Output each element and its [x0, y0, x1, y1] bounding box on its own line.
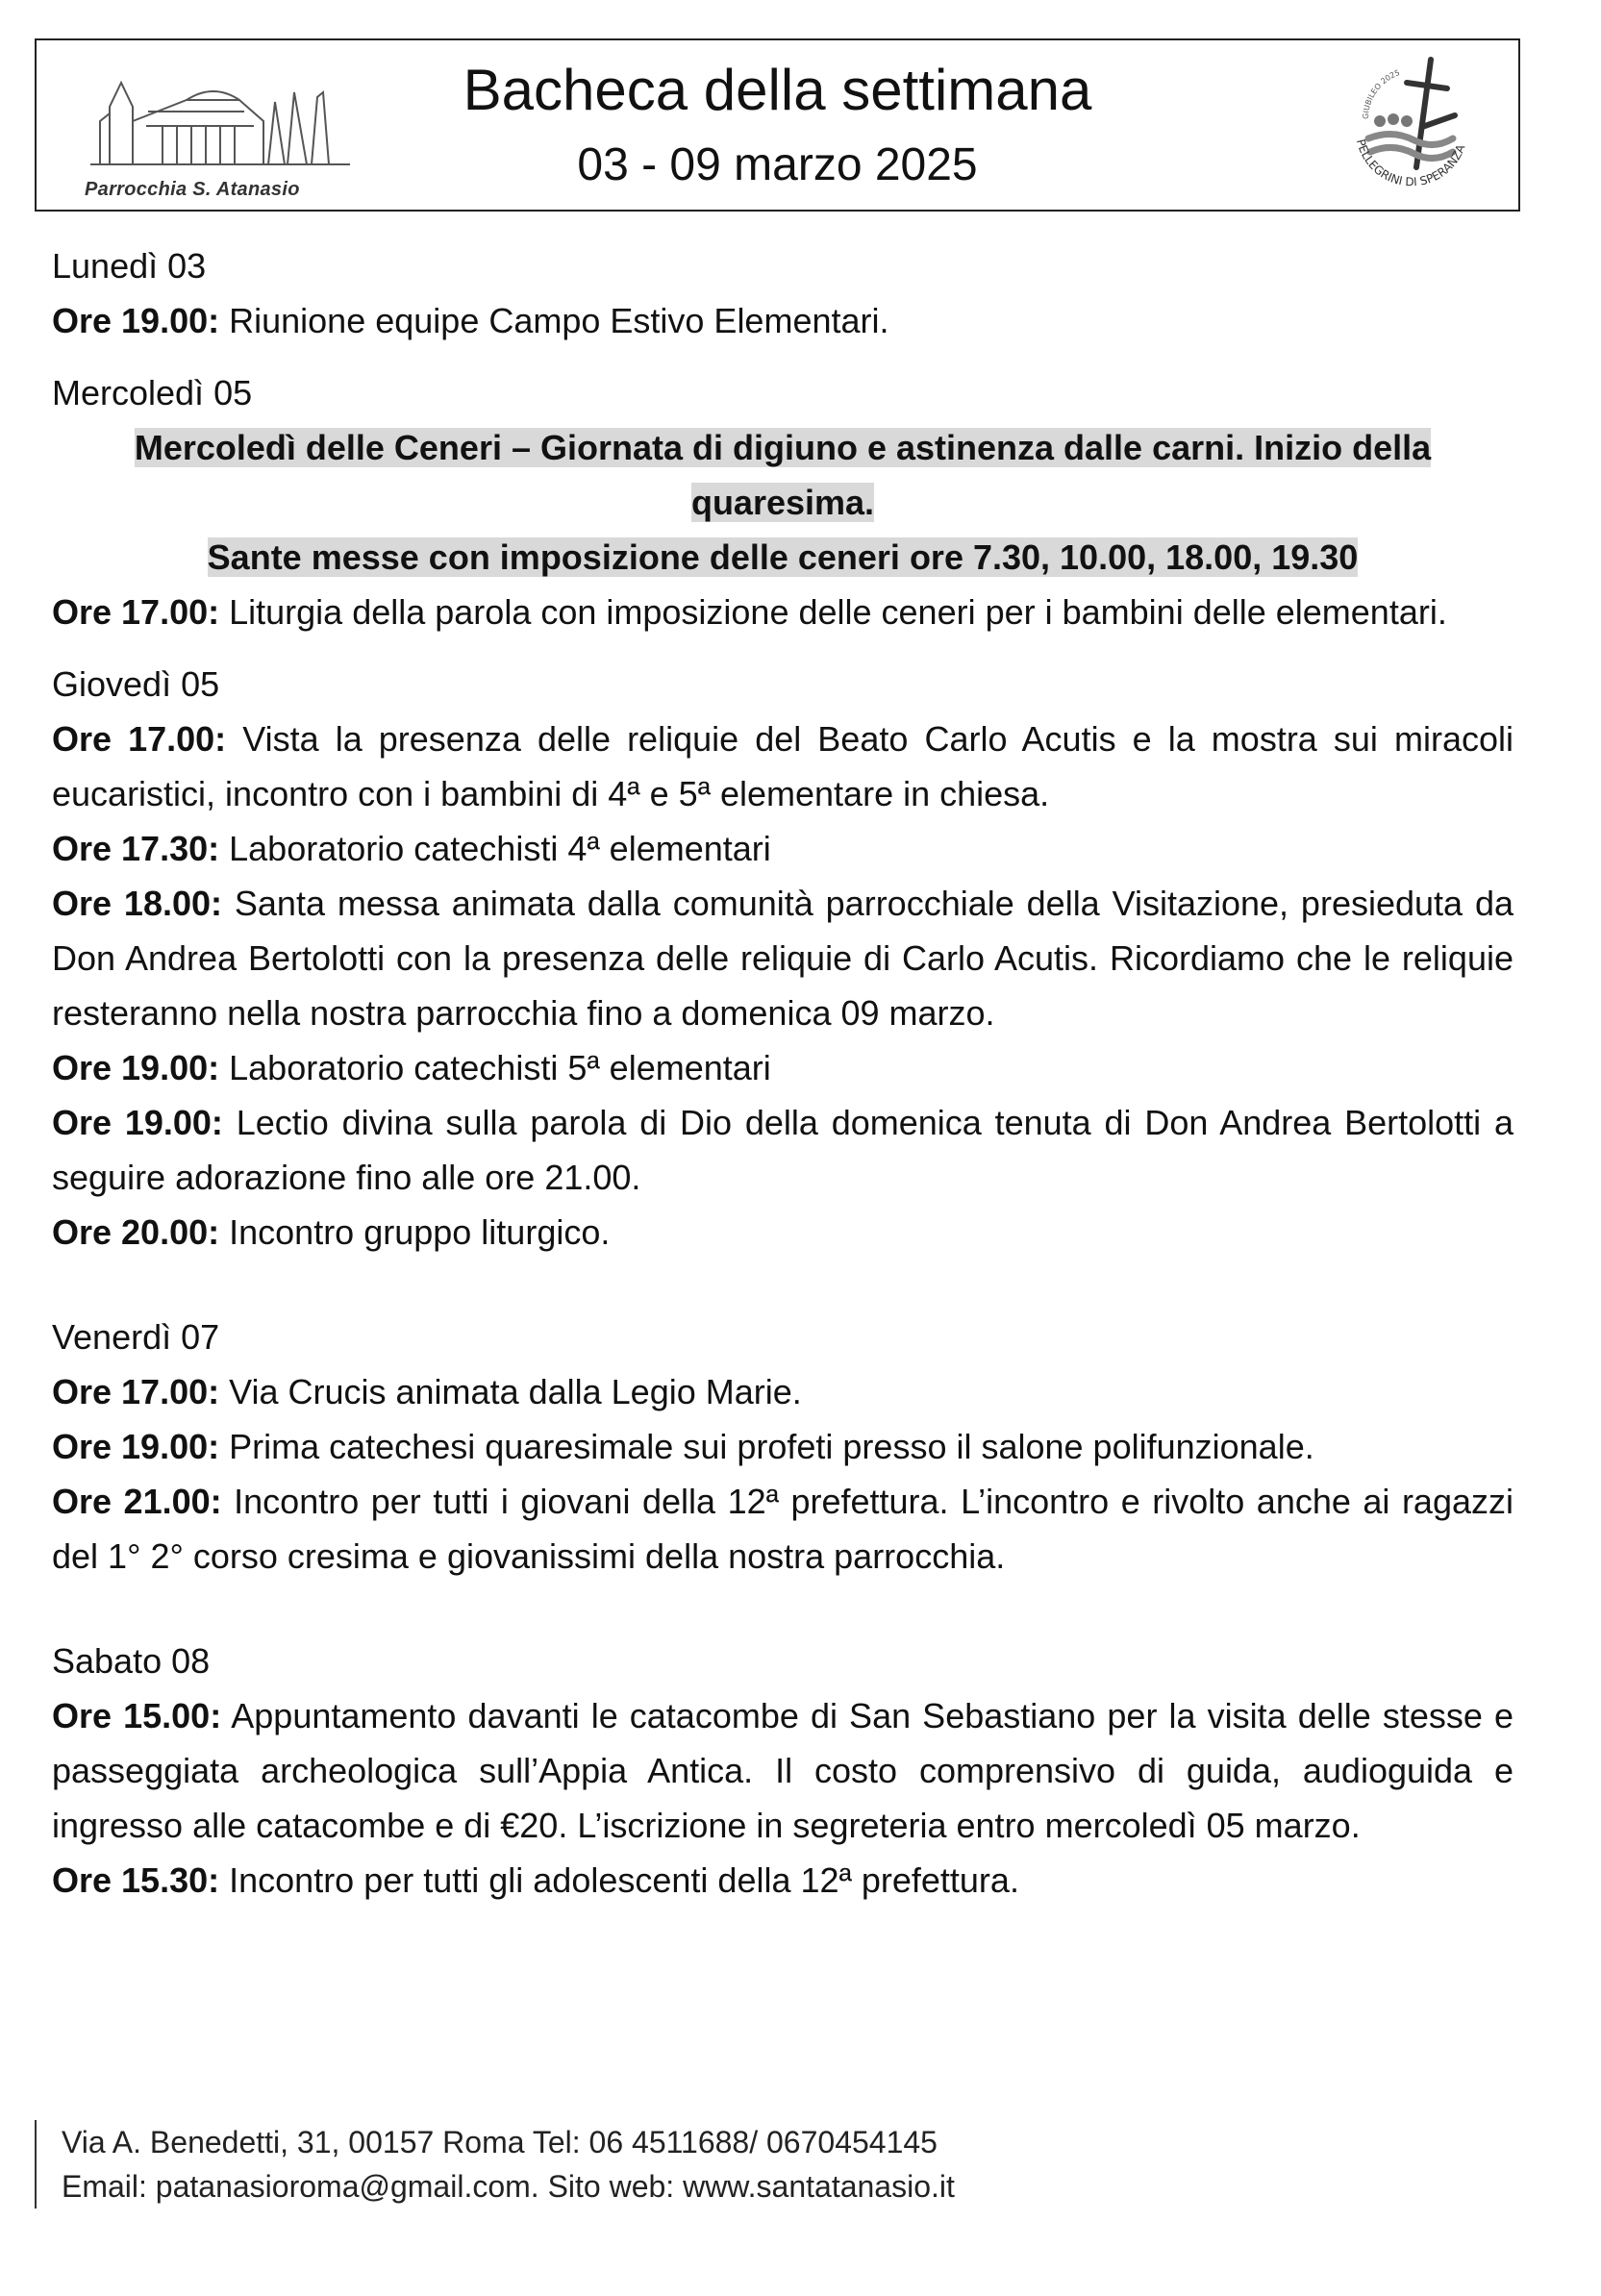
entry-text: Lectio divina sulla parola di Dio della domenica tenuta di Don Andrea Bertolotti a seguire adorazione fino alle ore 21.00. — [52, 1103, 1513, 1197]
schedule-entry — [52, 711, 1513, 821]
schedule-entry — [52, 1688, 1513, 1853]
entry-time: Ore 17.30: — [52, 829, 220, 868]
entry-text: Santa messa animata dalla comunità parrocchiale della Visitazione, presieduta da Don Andrea Bertolotti con la presenza delle reliquie di Carlo Acutis. Ricordiamo che le reliquie resteranno nella nostra parrocchia fino a domenica 09 marzo. — [52, 884, 1513, 1033]
entry-time: Ore 21.00: — [52, 1482, 222, 1521]
highlight-line: Sante messe con imposizione delle ceneri ore 7.30, 10.00, 18.00, 19.30 — [207, 537, 1359, 577]
schedule-entry — [52, 821, 1513, 876]
page-subtitle: 03 - 09 marzo 2025 — [577, 139, 978, 190]
entry-text: Incontro gruppo liturgico. — [219, 1212, 611, 1252]
ash-wednesday-notice — [52, 420, 1513, 585]
entry-time: Ore 18.00: — [52, 884, 222, 923]
jubilee-logo-text: PELLEGRINI DI SPERANZA — [1353, 137, 1468, 189]
schedule-entry — [52, 293, 1513, 348]
day-wednesday — [52, 365, 1513, 639]
entry-time: Ore 17.00: — [52, 719, 227, 759]
entry-time: Ore 15.30: — [52, 1860, 220, 1900]
schedule-entry — [52, 1853, 1513, 1908]
schedule-entry — [52, 1474, 1513, 1584]
entry-text: Appuntamento davanti le catacombe di San Sebastiano per la visita delle stesse e passeggiata archeologica sull’Appia Antica. Il costo comprensivo di guida, audioguida e ingresso alle catacombe e di €20. L’iscrizione in segreteria entro mercoledì 05 marzo. — [52, 1696, 1513, 1845]
entry-time: Ore 20.00: — [52, 1212, 220, 1252]
jubilee-logo — [1339, 52, 1484, 202]
entry-text: Liturgia della parola con imposizione delle ceneri per i bambini delle elementari. — [219, 592, 1447, 632]
schedule-entry — [52, 1419, 1513, 1474]
highlight-line: Mercoledì delle Ceneri – Giornata di digiuno e astinenza dalle carni. Inizio della quaresima. — [134, 428, 1432, 522]
day-title: Sabato 08 — [52, 1641, 211, 1681]
entry-time: Ore 19.00: — [52, 1048, 220, 1087]
entry-text: Prima catechesi quaresimale sui profeti presso il salone polifunzionale. — [219, 1427, 1314, 1466]
entry-text: Vista la presenza delle reliquie del Beato Carlo Acutis e la mostra sui miracoli eucaristici, incontro con i bambini di 4ª e 5ª elementare in chiesa. — [52, 719, 1513, 813]
day-friday — [52, 1310, 1513, 1584]
entry-time: Ore 19.00: — [52, 1103, 223, 1142]
schedule-entry — [52, 1364, 1513, 1419]
entry-time: Ore 17.00: — [52, 592, 220, 632]
entry-time: Ore 19.00: — [52, 301, 220, 340]
entry-text: Incontro per tutti gli adolescenti della 12ª prefettura. — [219, 1860, 1019, 1900]
parish-logo-text: Parrocchia S. Atanasio — [85, 179, 300, 200]
schedule-entry — [52, 1040, 1513, 1095]
schedule-entry — [52, 1095, 1513, 1205]
footer-contacts: Email: patanasioroma@gmail.com. Sito web: www.santatanasio.it — [62, 2169, 955, 2204]
entry-time: Ore 19.00: — [52, 1427, 220, 1466]
weekly-schedule — [52, 238, 1513, 1919]
schedule-entry — [52, 876, 1513, 1040]
contact-footer — [35, 2120, 955, 2209]
footer-address: Via A. Benedetti, 31, 00157 Roma Tel: 06 4511688/ 0670454145 — [62, 2125, 938, 2159]
jubilee-cross-icon — [1339, 52, 1484, 202]
entry-time: Ore 15.00: — [52, 1696, 222, 1735]
day-title: Mercoledì 05 — [52, 373, 253, 412]
entry-text: Via Crucis animata dalla Legio Marie. — [219, 1372, 802, 1411]
day-monday — [52, 238, 1513, 348]
jubilee-logo-small-text: GIUBILEO 2025 — [1361, 68, 1401, 120]
header-box — [35, 38, 1520, 212]
entry-time: Ore 17.00: — [52, 1372, 220, 1411]
day-title: Lunedì 03 — [52, 246, 207, 286]
schedule-entry — [52, 585, 1513, 639]
entry-text: Laboratorio catechisti 4ª elementari — [219, 829, 771, 868]
entry-text: Riunione equipe Campo Estivo Elementari. — [219, 301, 889, 340]
day-title: Giovedì 05 — [52, 664, 220, 704]
entry-text: Incontro per tutti i giovani della 12ª prefettura. L’incontro e rivolto anche ai ragazzi del 1° 2° corso cresima e giovanissimi della nostra parrocchia. — [52, 1482, 1513, 1576]
entry-text: Laboratorio catechisti 5ª elementari — [219, 1048, 771, 1087]
day-title: Venerdì 07 — [52, 1317, 220, 1357]
page-title: Bacheca della settimana — [463, 58, 1092, 122]
schedule-entry — [52, 1205, 1513, 1260]
day-saturday — [52, 1634, 1513, 1908]
day-thursday — [52, 657, 1513, 1260]
